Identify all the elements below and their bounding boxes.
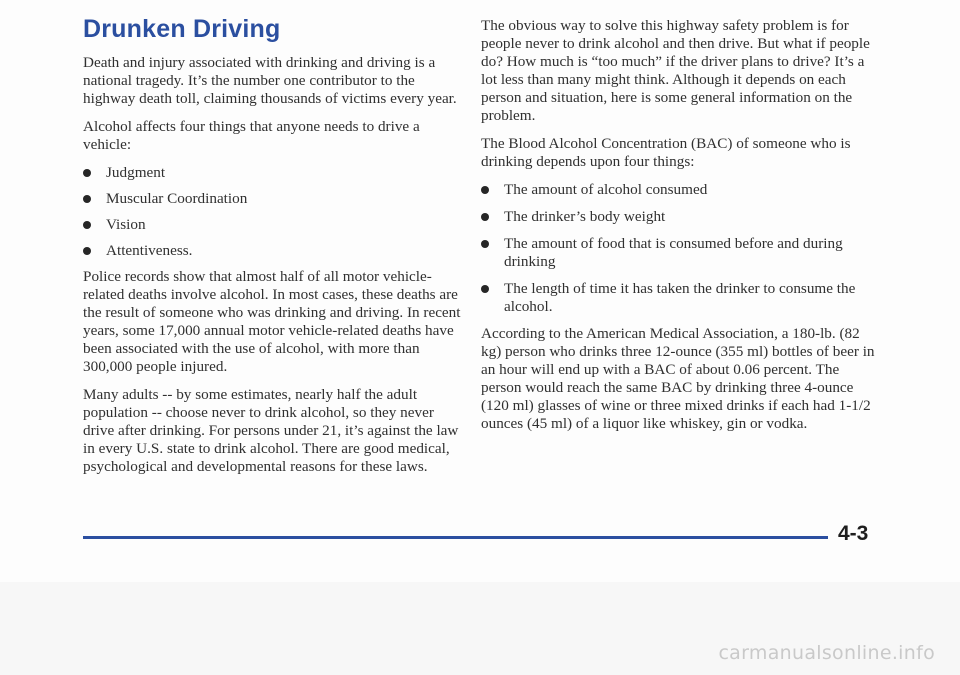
bullet-icon: [481, 240, 489, 248]
bullet-icon: [481, 186, 489, 194]
page-number: 4-3: [838, 522, 869, 545]
affects-list: [83, 164, 468, 260]
list-item: [481, 280, 876, 316]
list-item: [83, 216, 468, 234]
bac-paragraph: The Blood Alcohol Concentration (BAC) of someone who is drinking depends upon four things:: [481, 135, 851, 170]
list-item: [481, 208, 876, 226]
list-item: [83, 242, 468, 260]
bac-factors-list: [481, 181, 876, 316]
right-column: [481, 17, 876, 443]
list-item-text: Judgment: [106, 164, 166, 181]
list-item-text: Attentiveness.: [106, 242, 193, 259]
bullet-icon: [481, 285, 489, 293]
list-item-text: Muscular Coordination: [106, 190, 248, 207]
ama-paragraph: According to the American Medical Association, a 180-lb. (82 kg) person who drinks three 12-ounce (355 ml) bottles of beer in an hour will end up with a BAC of about 0.06 percent. The person would reach the same BAC by drinking three 4-ounce (120 ml) glasses of wine or three mixed drinks if each had 1-1/2 ounces (45 ml) of a liquor like whiskey, gin or vodka.: [481, 325, 875, 432]
list-item: [83, 164, 468, 182]
list-item: [481, 181, 876, 199]
obvious-way-paragraph: The obvious way to solve this highway safety problem is for people never to drink alcohol and then drive. But what if people do? How much is “too much” if the driver plans to drive? It’s a lot less than many might think. Although it depends on each person and situation, here is some general information on the problem.: [481, 17, 870, 124]
list-item-text: The amount of alcohol consumed: [504, 181, 708, 198]
list-item-text: Vision: [106, 216, 146, 233]
footer-rule: [83, 536, 828, 539]
list-item-text: The amount of food that is consumed before and during drinking: [504, 235, 843, 270]
many-adults-paragraph: Many adults -- by some estimates, nearly half the adult population -- choose never to drink alcohol, so they never drive after drinking. For persons under 21, it’s against the law in every U.S. state to drink alcohol. There are good medical, psychological and developmental reasons for these laws.: [83, 386, 459, 475]
bullet-icon: [481, 213, 489, 221]
bullet-icon: [83, 221, 91, 229]
bullet-icon: [83, 195, 91, 203]
affects-paragraph: Alcohol affects four things that anyone needs to drive a vehicle:: [83, 118, 420, 153]
bullet-icon: [83, 247, 91, 255]
bullet-icon: [83, 169, 91, 177]
watermark-text: carmanualsonline.info: [718, 642, 935, 664]
list-item: [83, 190, 468, 208]
list-item-text: The length of time it has taken the drinker to consume the alcohol.: [504, 280, 856, 315]
section-title: Drunken Driving: [83, 15, 281, 43]
police-records-paragraph: Police records show that almost half of all motor vehicle-related deaths involve alcohol. In most cases, these deaths are the result of someone who was drinking and driving. In recent years, some 17,000 annual motor vehicle-related deaths have been associated with the use of alcohol, with more than 300,000 people injured.: [83, 268, 461, 375]
list-item: [481, 235, 876, 271]
left-column: [83, 14, 468, 486]
list-item-text: The drinker’s body weight: [504, 208, 666, 225]
intro-paragraph: Death and injury associated with drinking and driving is a national tragedy. It’s the number one contributor to the highway death toll, claiming thousands of victims every year.: [83, 54, 457, 107]
